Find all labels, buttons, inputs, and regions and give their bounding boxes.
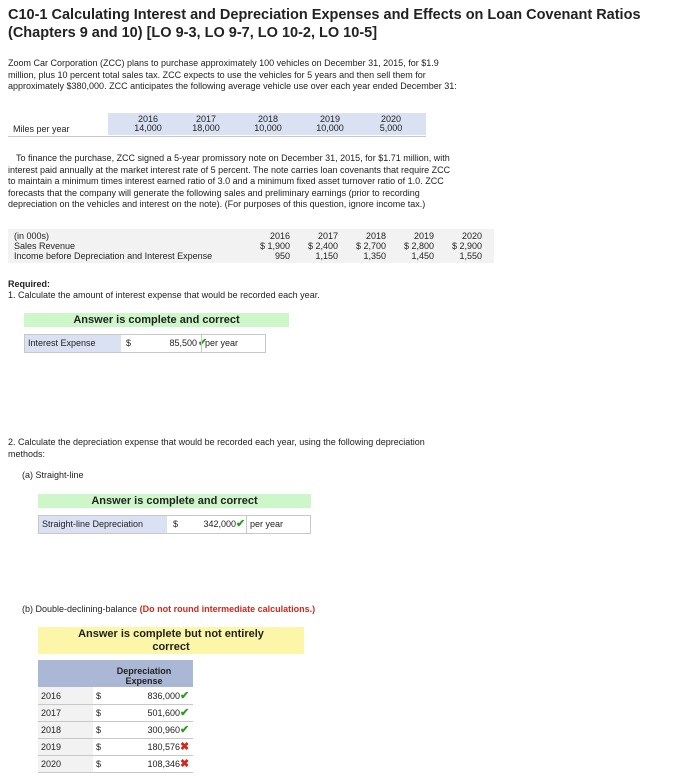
part-b-text: (b) Double-declining-balance bbox=[22, 604, 138, 614]
table-row bbox=[38, 722, 193, 739]
forecast-unit-label: (in 000s) bbox=[14, 231, 50, 241]
ddb-header-text bbox=[95, 666, 193, 686]
straight-line-unit: per year bbox=[246, 516, 283, 533]
forecast-cell: $ 2,900 bbox=[451, 241, 482, 251]
forecast-cell: $ 2,700 bbox=[355, 241, 386, 251]
cross-icon: ✖ bbox=[180, 741, 190, 753]
forecast-year: 2018 bbox=[365, 231, 386, 241]
forecast-cell: 1,450 bbox=[411, 251, 434, 261]
interest-unit: per year bbox=[201, 335, 238, 352]
ddb-input[interactable]: 836,000 bbox=[147, 691, 180, 701]
dollar-sign: $ bbox=[96, 742, 102, 752]
partial-banner-line2: correct bbox=[152, 641, 190, 653]
ddb-input[interactable]: 501,600 bbox=[147, 708, 180, 718]
table-row bbox=[38, 688, 193, 705]
miles-year: 2018 bbox=[257, 114, 279, 124]
question-2: 2. Calculate the depreciation expense that would be recorded each year, using the following depreciation methods: bbox=[8, 437, 425, 459]
check-icon: ✔ bbox=[180, 690, 190, 702]
forecast-year: 2020 bbox=[461, 231, 482, 241]
check-icon: ✔ bbox=[198, 337, 208, 349]
ddb-header-line2: Expense bbox=[125, 676, 163, 686]
ddb-input[interactable]: 180,576 bbox=[147, 742, 180, 752]
required-heading: Required: bbox=[8, 279, 51, 289]
question-1: 1. Calculate the amount of interest expense that would be recorded each year. bbox=[8, 290, 320, 300]
straight-line-label: Straight-line Depreciation bbox=[39, 516, 167, 533]
page-title: C10-1 Calculating Interest and Depreciation Expenses and Effects on Loan Covenant Ratios (Chapters 9 and 10) [LO 9-3, LO 9-7, LO 10-2, LO 10-5] bbox=[8, 7, 641, 41]
correct-banner: Answer is complete and correct bbox=[24, 313, 289, 327]
miles-year: 2017 bbox=[195, 114, 217, 124]
forecast-row-label: Income before Depreciation and Interest Expense bbox=[14, 251, 213, 261]
part-a-label: (a) Straight-line bbox=[22, 470, 84, 480]
miles-year: 2019 bbox=[319, 114, 341, 124]
table-row bbox=[38, 756, 193, 773]
correct-banner: Answer is complete and correct bbox=[38, 494, 311, 508]
forecast-row-label: Sales Revenue bbox=[14, 241, 76, 251]
dollar-sign: $ bbox=[96, 759, 102, 769]
forecast-year: 2017 bbox=[317, 231, 338, 241]
dollar-sign: $ bbox=[96, 708, 102, 718]
dollar-sign: $ bbox=[96, 691, 102, 701]
table-row bbox=[38, 705, 193, 722]
miles-label: Miles per year bbox=[13, 124, 70, 134]
forecast-cell: 1,550 bbox=[459, 251, 482, 261]
interest-answer-row bbox=[24, 334, 266, 353]
ddb-year: 2017 bbox=[41, 708, 62, 718]
miles-value: 18,000 bbox=[192, 123, 220, 133]
miles-value: 10,000 bbox=[316, 123, 344, 133]
miles-value: 14,000 bbox=[134, 123, 162, 133]
dollar-sign: $ bbox=[126, 338, 132, 348]
partial-banner bbox=[38, 627, 304, 654]
straight-line-input[interactable]: 342,000 bbox=[203, 519, 236, 529]
ddb-year: 2016 bbox=[41, 691, 62, 701]
interest-input[interactable]: 85,500 bbox=[169, 338, 197, 348]
cross-icon: ✖ bbox=[180, 758, 190, 770]
forecast-year: 2016 bbox=[269, 231, 290, 241]
table-row bbox=[38, 739, 193, 756]
ddb-year: 2020 bbox=[41, 759, 62, 769]
forecast-year: 2019 bbox=[413, 231, 434, 241]
forecast-cell: 1,150 bbox=[315, 251, 338, 261]
check-icon: ✔ bbox=[180, 724, 190, 736]
forecast-table bbox=[8, 229, 494, 263]
forecast-cell: $ 2,400 bbox=[307, 241, 338, 251]
ddb-input[interactable]: 300,960 bbox=[147, 725, 180, 735]
miles-value: 5,000 bbox=[379, 123, 403, 133]
forecast-cell: $ 1,900 bbox=[259, 241, 290, 251]
straight-line-answer-row bbox=[38, 515, 311, 534]
part-b-label bbox=[22, 604, 315, 616]
forecast-cell: $ 2,800 bbox=[403, 241, 434, 251]
forecast-cell: 950 bbox=[274, 251, 290, 261]
finance-paragraph: To finance the purchase, ZCC signed a 5-year promissory note on December 31, 2015, for $1.71 million, with interest paid annually at the market interest rate of 5 percent. The note carries loan covenants that require ZCC to maintain a minimum times interest earned ratio of 3.0 and a minimum fixed asset turnover ratio of 1.0. ZCC forecasts that the company will generate the following sales and preliminary earnings (prior to recording depreciation on the vehicles and interest on the note). (For purposes of this question, ignore income tax.) bbox=[8, 153, 451, 209]
miles-value: 10,000 bbox=[254, 123, 282, 133]
dollar-sign: $ bbox=[173, 519, 179, 529]
forecast-cell: 1,350 bbox=[363, 251, 386, 261]
intro-paragraph: Zoom Car Corporation (ZCC) plans to purchase approximately 100 vehicles on December 31, 2015, for $1.9 million, plus 10 percent total sales tax. ZCC expects to use the vehicles for 5 years and then sell them for approximately $380,000. ZCC anticipates the following average vehicle use over each year ended December 31: bbox=[8, 58, 457, 91]
ddb-input[interactable]: 108,346 bbox=[147, 759, 180, 769]
interest-label: Interest Expense bbox=[25, 335, 121, 352]
miles-table bbox=[8, 113, 426, 137]
miles-year: 2020 bbox=[380, 114, 402, 124]
ddb-year: 2019 bbox=[41, 742, 62, 752]
partial-banner-line1: Answer is complete but not entirely bbox=[78, 628, 264, 640]
ddb-header-line1: Depreciation bbox=[116, 666, 172, 676]
miles-year: 2016 bbox=[137, 114, 159, 124]
ddb-year: 2018 bbox=[41, 725, 62, 735]
part-b-note: (Do not round intermediate calculations.) bbox=[139, 604, 316, 614]
check-icon: ✔ bbox=[180, 707, 190, 719]
dollar-sign: $ bbox=[96, 725, 102, 735]
check-icon: ✔ bbox=[236, 518, 246, 530]
